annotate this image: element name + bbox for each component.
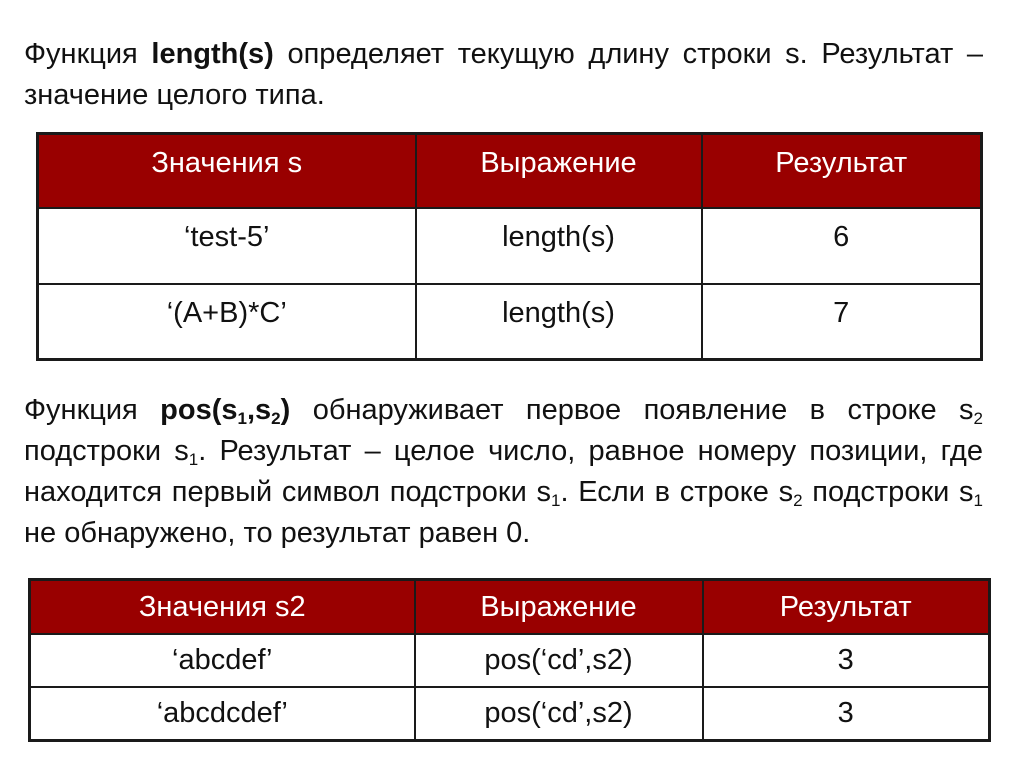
cell-expression: length(s) bbox=[416, 208, 702, 284]
para2-text: . Результат – целое число, равное номеру позиции, где находится первый символ подстроки s bbox=[24, 435, 983, 508]
para2-text: обнаруживает первое появление в строке s bbox=[290, 394, 974, 426]
cell-value: ‘abcdef’ bbox=[30, 634, 415, 687]
table-row bbox=[38, 284, 982, 360]
length-description bbox=[24, 34, 983, 116]
column-header-expression: Выражение bbox=[415, 580, 703, 635]
para1-text: определяет текущую длину строки s. Результат – значение целого типа. bbox=[24, 38, 983, 111]
table-header-row bbox=[30, 580, 990, 635]
length-examples-table bbox=[36, 132, 983, 361]
column-header-values: Значения s2 bbox=[30, 580, 415, 635]
pos-func-part: pos(s bbox=[160, 394, 238, 426]
pos-description bbox=[24, 390, 983, 554]
cell-result: 3 bbox=[703, 634, 990, 687]
table-row bbox=[38, 208, 982, 284]
pos-func-subscript: 1 bbox=[237, 409, 247, 428]
column-header-values: Значения s bbox=[38, 134, 416, 208]
subscript: 2 bbox=[973, 409, 983, 428]
cell-result: 7 bbox=[702, 284, 982, 360]
cell-expression: pos(‘cd’,s2) bbox=[415, 687, 703, 741]
para2-prefix: Функция bbox=[24, 394, 161, 426]
pos-func-part: ,s bbox=[246, 394, 272, 426]
para2-text: подстроки s bbox=[802, 476, 974, 508]
pos-func-subscript: 2 bbox=[271, 409, 281, 428]
column-header-result: Результат bbox=[702, 134, 982, 208]
para2-text: не обнаружено, то результат равен 0. bbox=[24, 517, 531, 549]
cell-result: 6 bbox=[702, 208, 982, 284]
para2-text: подстроки s bbox=[24, 435, 189, 467]
cell-expression: pos(‘cd’,s2) bbox=[415, 634, 703, 687]
table-header-row bbox=[38, 134, 982, 208]
table-row bbox=[30, 634, 990, 687]
para2-text: . Если в строке s bbox=[560, 476, 794, 508]
length-function-name: length(s) bbox=[151, 38, 274, 70]
cell-expression: length(s) bbox=[416, 284, 702, 360]
cell-value: ‘abcdcdef’ bbox=[30, 687, 415, 741]
pos-function-name bbox=[160, 394, 290, 426]
subscript: 1 bbox=[551, 491, 561, 510]
subscript: 1 bbox=[188, 450, 199, 469]
table-row bbox=[30, 687, 990, 741]
subscript: 2 bbox=[793, 491, 803, 510]
cell-result: 3 bbox=[703, 687, 990, 741]
column-header-expression: Выражение bbox=[416, 134, 702, 208]
cell-value: ‘test-5’ bbox=[38, 208, 416, 284]
para1-prefix: Функция bbox=[24, 38, 152, 70]
cell-value: ‘(A+B)*C’ bbox=[38, 284, 416, 360]
pos-func-part: ) bbox=[280, 394, 291, 426]
pos-examples-table bbox=[28, 578, 991, 742]
column-header-result: Результат bbox=[703, 580, 990, 635]
subscript: 1 bbox=[973, 491, 984, 510]
